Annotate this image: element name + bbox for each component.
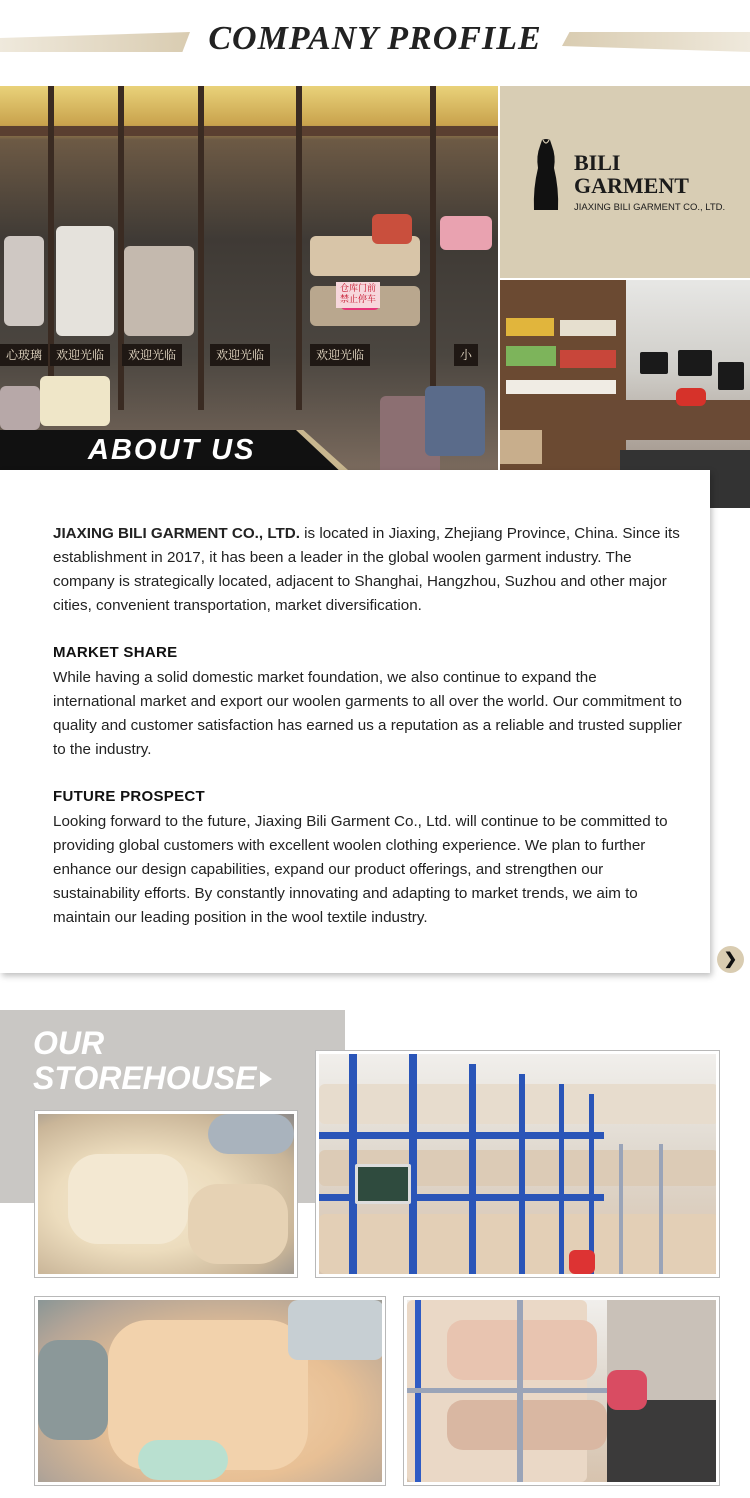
door-notice: 仓库门前 禁止停车 <box>336 282 380 308</box>
market-share-paragraph: While having a solid domestic market foundation, we also continue to expand the international market and export our woolen garments to all over the world. Our commitment to quality and customer satisfaction has earned us a reputation as a reliable and trusted supplier to the industry. <box>53 669 682 758</box>
logo-name-line1: BILI <box>574 150 621 175</box>
store-sign: 欢迎光临 <box>210 344 270 366</box>
next-button[interactable] <box>717 946 744 973</box>
intro-text: is located in Jiaxing, Zhejiang Province, China. Since its establishment in 2017, it has been a leader in the global woolen garment industry. The company is strategically located, adjacent to Shanghai, Hangzhou, Suzhou and other major cities, convenient transportation, market diversification. <box>53 525 680 614</box>
future-prospect-heading: FUTURE PROSPECT <box>53 788 206 805</box>
storehouse-title-line1: OUR <box>33 1025 105 1061</box>
storehouse-photo-shelving <box>403 1296 720 1486</box>
about-us-title: ABOUT US <box>88 434 256 466</box>
storehouse-title-line2: STOREHOUSE <box>33 1060 257 1096</box>
store-sign: 小 <box>454 344 478 366</box>
store-sign: 欢迎光临 <box>50 344 110 366</box>
logo-subtitle: JIAXING BILI GARMENT CO., LTD. <box>574 202 726 213</box>
future-prospect-paragraph: Looking forward to the future, Jiaxing Bili Garment Co., Ltd. will continue to be committed to providing global customers with excellent woolen clothing experience. We plan to further enhance our design capabilities, expand our product offerings, and strengthen our sustainability efforts. By constantly innovating and adapting to market trends, we aim to maintain our leading position in the wool textile industry. <box>53 813 668 926</box>
triangle-right-icon <box>260 1071 272 1087</box>
storehouse-photo-knitwear <box>34 1110 298 1278</box>
store-sign: 欢迎光临 <box>310 344 370 366</box>
chevron-right-icon: ❯ <box>723 951 738 968</box>
page-header <box>0 0 750 86</box>
dress-icon <box>532 138 560 212</box>
company-name: JIAXING BILI GARMENT CO., LTD. <box>53 525 300 542</box>
storehouse-photo-fabric-pile <box>34 1296 386 1486</box>
market-share-heading: MARKET SHARE <box>53 644 178 661</box>
store-sign: 心玻璃 <box>0 344 48 366</box>
logo-name-line2: GARMENT <box>574 173 689 198</box>
about-text-card <box>0 470 710 973</box>
brand-logo-panel <box>500 86 750 278</box>
page-title: COMPANY PROFILE <box>208 20 542 57</box>
storefront-photo <box>0 86 498 470</box>
store-sign: 欢迎光临 <box>122 344 182 366</box>
intro-paragraph <box>53 522 683 618</box>
storehouse-photo-racks <box>315 1050 720 1278</box>
